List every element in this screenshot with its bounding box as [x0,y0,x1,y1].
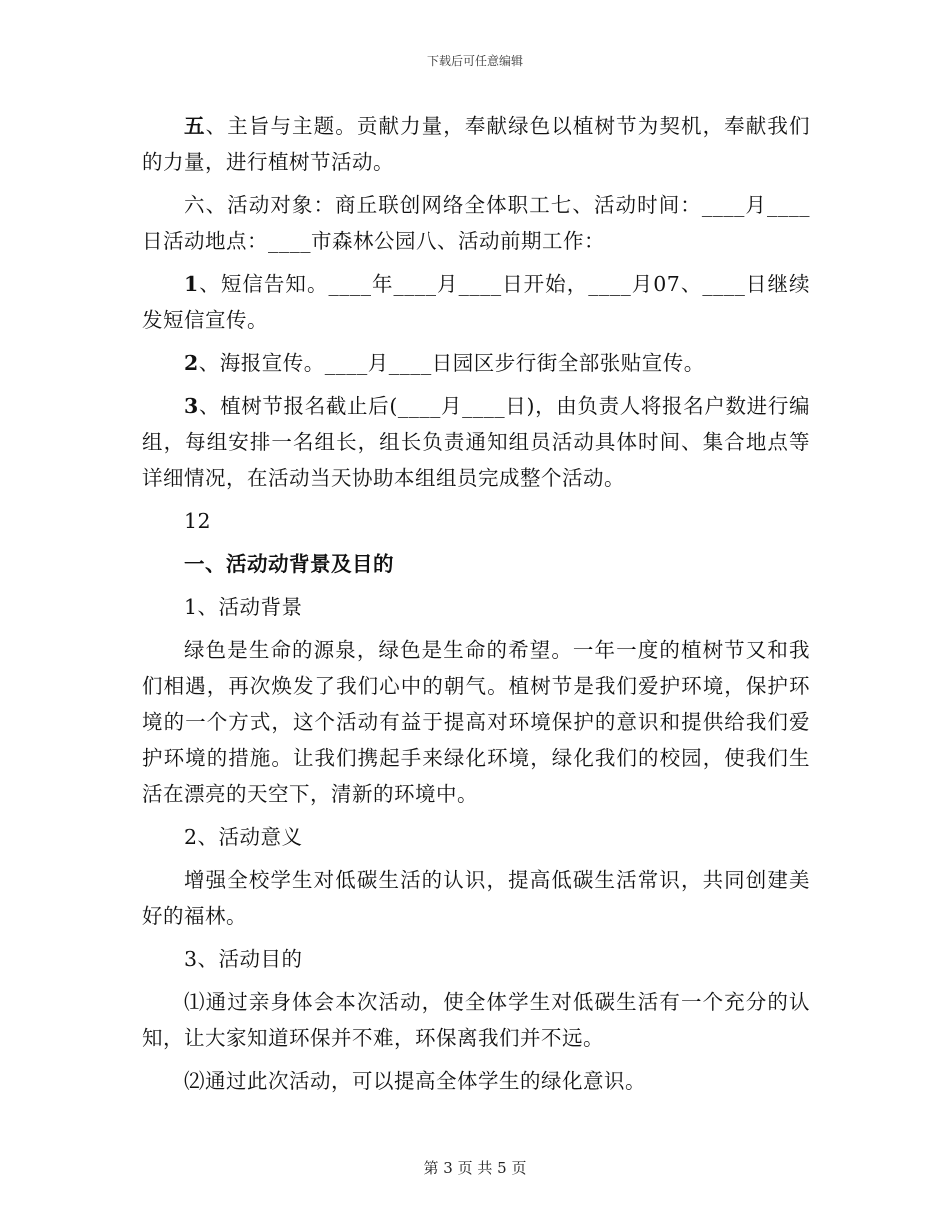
paragraph-background: 绿色是生命的源泉，绿色是生命的希望。一年一度的植树节又和我们相遇，再次焕发了我们心中的朝气。植树节是我们爱护环境，保护环境的一个方式，这个活动有益于提高对环境保护的意识和提供给我们爱护环境的措施。让我们携起手来绿化环境，绿化我们的校园，使我们生活在漂亮的天空下，清新的环境中。 [142,638,810,806]
paragraph-target: 六、活动对象：商丘联创网络全体职工七、活动时间：____月____日活动地点：____市森林公园八、活动前期工作： [142,193,810,253]
document-body [142,108,810,1106]
subheading-purpose: 3、活动目的 [184,947,303,971]
poster-text: 、海报宣传。____月____日园区步行街全部张贴宣传。 [198,351,705,375]
paragraph-signup: 3、植树节报名截止后(____月____日)，由负责人将报名户数进行编组，每组安排一名组长，组长负责通知组员活动具体时间、集合地点等详细情况，在活动当天协助本组组员完成整个活动。 [142,394,810,490]
paragraph-theme: 五、主旨与主题。贡献力量，奉献绿色以植树节为契机，奉献我们的力量，进行植树节活动。 [142,114,811,174]
section-number: 12 [184,509,212,533]
paragraph-meaning: 增强全校学生对低碳生活的认识，提高低碳生活常识，共同创建美好的福林。 [142,868,810,928]
sms-text: 、短信告知。____年____月____日开始，____月07、____日继续发短信宣传。 [142,272,810,332]
paragraph-poster: 2、海报宣传。____月____日园区步行街全部张贴宣传。 [184,351,705,375]
subheading-background: 1、活动背景 [184,595,303,619]
theme-text: 、主旨与主题。贡献力量，奉献绿色以植树节为契机，奉献我们的力量，进行植树节活动。 [142,114,811,174]
section-heading: 一、活动动背景及目的 [184,552,395,576]
signup-text: 、植树节报名截止后(____月____日)，由负责人将报名户数进行编组，每组安排一名组长，组长负责通知组员活动具体时间、集合地点等详细情况，在活动当天协助本组组员完成整个活动。 [142,394,810,490]
page-footer: 第 3 页 共 5 页 [423,1159,527,1177]
paragraph-sms: 1、短信告知。____年____月____日开始，____月07、____日继续发短信宣传。 [142,272,810,332]
paragraph-purpose-2: ⑵通过此次活动，可以提高全体学生的绿化意识。 [184,1069,647,1093]
subheading-meaning: 2、活动意义 [184,825,303,849]
paragraph-purpose-1: ⑴通过亲身体会本次活动，使全体学生对低碳生活有一个充分的认知，让大家知道环保并不难，环保离我们并不远。 [142,990,810,1050]
page-header: 下载后可任意编辑 [426,54,523,68]
